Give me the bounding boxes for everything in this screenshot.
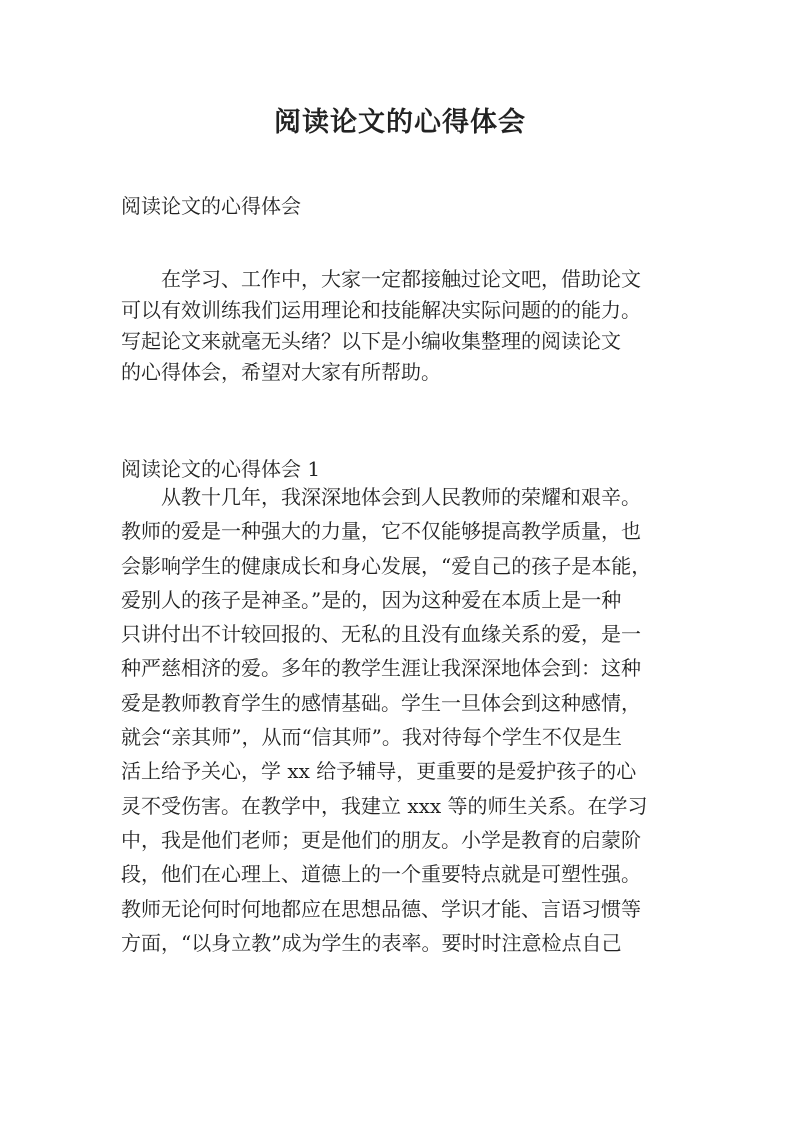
section-line: 灵不受伤害。在教学中，我建立 xxx 等的师生关系。在学习 xyxy=(121,793,648,818)
document-subtitle: 阅读论文的心得体会 xyxy=(121,194,301,218)
section-line: 从教十几年，我深深地体会到人民教师的荣耀和艰辛。 xyxy=(121,485,641,509)
section-line: 活上给予关心，学 xx 给予辅导，更重要的是爱护孩子的心 xyxy=(121,759,637,784)
section-line: 段，他们在心理上、道德上的一个重要特点就是可塑性强。 xyxy=(121,862,641,887)
intro-paragraph xyxy=(121,264,691,388)
section-line: 爱别人的孩子是神圣。”是的，因为这种爱在本质上是一种 xyxy=(121,587,622,612)
intro-line: 的心得体会，希望对大家有所帮助。 xyxy=(121,360,441,384)
section-line: 就会“亲其师”，从而“信其师”。我对待每个学生不仅是生 xyxy=(121,725,622,750)
section-title: 阅读论文的心得体会 1 xyxy=(121,457,321,481)
section-line: 会影响学生的健康成长和身心发展，“爱自己的孩子是本能， xyxy=(121,553,652,578)
intro-line: 可以有效训练我们运用理论和技能解决实际问题的的能力。 xyxy=(121,298,641,322)
section-line: 种严慈相济的爱。多年的教学生涯让我深深地体会到：这种 xyxy=(121,656,641,681)
section-paragraph xyxy=(121,480,691,960)
intro-line: 在学习、工作中，大家一定都接触过论文吧，借助论文 xyxy=(121,267,641,291)
document-title: 阅读论文的心得体会 xyxy=(274,107,526,138)
section-line: 教师无论何时何地都应在思想品德、学识才能、言语习惯等 xyxy=(121,896,641,921)
section-line: 教师的爱是一种强大的力量，它不仅能够提高教学质量，也 xyxy=(121,519,641,544)
intro-line: 写起论文来就毫无头绪？以下是小编收集整理的阅读论文 xyxy=(121,329,621,353)
section-line: 爱是教师教育学生的感情基础。学生一旦体会到这种感情， xyxy=(121,690,641,715)
section-line: 方面，“以身立教”成为学生的表率。要时时注意检点自己 xyxy=(121,930,622,955)
section-line: 中，我是他们老师；更是他们的朋友。小学是教育的启蒙阶 xyxy=(121,827,641,852)
section-line: 只讲付出不计较回报的、无私的且没有血缘关系的爱，是一 xyxy=(121,622,641,647)
